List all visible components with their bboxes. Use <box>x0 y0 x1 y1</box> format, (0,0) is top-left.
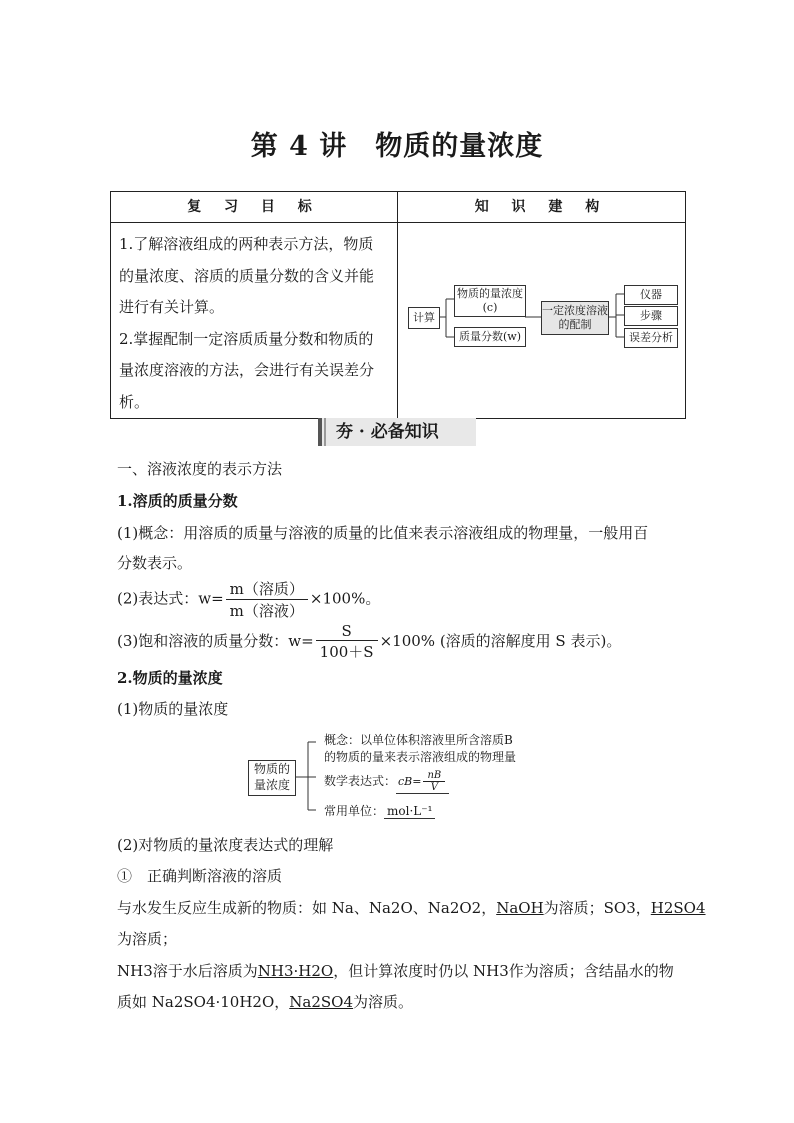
concept-diagram <box>248 732 558 822</box>
concept-formula-fraction <box>423 770 445 793</box>
concept-definition <box>324 732 516 766</box>
expr-label: (2)表达式：w= <box>117 589 224 608</box>
knowledge-diagram <box>398 223 686 419</box>
expression-line <box>117 578 380 621</box>
concept-expression <box>324 770 449 794</box>
subsection-heading: 2.物质的量浓度 <box>117 669 223 687</box>
saturated-line <box>117 622 621 662</box>
expr-tail: ×100%。 <box>309 589 381 608</box>
concept-unit-label: 常用单位： <box>324 804 385 818</box>
concept-unit-value: mol·L⁻¹ <box>384 804 435 819</box>
para-underline: Na2SO4 <box>289 993 354 1011</box>
concept-unit <box>324 802 435 819</box>
para-text: 为溶质。 <box>353 993 414 1011</box>
concept-def-line: 概念：以单位体积溶液里所含溶质B <box>324 733 513 747</box>
paragraph-line <box>117 897 706 918</box>
para-text: NH3溶于水后溶质为 <box>117 962 258 980</box>
section-heading: 一、溶液浓度的表示方法 <box>117 460 283 478</box>
expr-numerator: m（溶质） <box>226 578 308 600</box>
para-text: 质如 Na2SO4·10H2O， <box>117 993 290 1011</box>
concept-formula <box>396 770 449 794</box>
concept-formula-left: cB= <box>398 775 422 788</box>
expr-fraction <box>226 578 308 621</box>
banner-bar <box>324 418 326 446</box>
diagram-error-analysis: 误差分析 <box>624 328 678 348</box>
paragraph-line <box>117 960 674 981</box>
sat-numerator: S <box>316 622 378 641</box>
section-banner <box>318 418 476 446</box>
sat-tail: ×100% (溶质的溶解度用 S 表示)。 <box>379 632 622 650</box>
point-heading: ① 正确判断溶液的溶质 <box>117 867 283 885</box>
page-title: 第 4 讲 物质的量浓度 <box>250 131 544 162</box>
goals-table <box>110 191 686 419</box>
concept-def-line: 的物质的量来表示溶液组成的物理量 <box>324 750 517 764</box>
para-text: 与水发生反应生成新的物质：如 Na、Na2O、Na2O2， <box>117 899 497 917</box>
goal-line: 的量浓度、溶质的质量分数的含义并能 <box>119 266 375 285</box>
table-header-goals: 复 习 目 标 <box>111 192 398 223</box>
sub-heading: (1)物质的量浓度 <box>117 700 229 718</box>
goal-line: 1.了解溶液组成的两种表示方法，物质 <box>119 235 374 253</box>
diagram-mass-fraction: 质量分数(w) <box>454 327 526 347</box>
concept-box: 物质的量浓度 <box>248 760 296 796</box>
expr-denominator: m（溶液） <box>229 602 304 620</box>
diagram-instrument: 仪器 <box>624 285 678 305</box>
goal-line: 量浓度溶液的方法，会进行有关误差分 <box>119 361 375 379</box>
goal-line: 进行有关计算。 <box>119 298 225 316</box>
concept-expr-label: 数学表达式： <box>324 774 397 788</box>
para-underline: NH3·H2O <box>257 962 334 980</box>
diagram-calc: 计算 <box>408 307 440 329</box>
para-text: 为溶质；SO3， <box>543 899 651 917</box>
table-header-knowledge: 知 识 建 构 <box>398 192 686 223</box>
para-underline: NaOH <box>496 899 544 917</box>
diagram-solution-prep: 一定浓度溶液的配制 <box>541 301 609 335</box>
sat-denominator: 100＋S <box>319 643 374 661</box>
sub-heading: (2)对物质的量浓度表达式的理解 <box>117 836 334 854</box>
para-underline: H2SO4 <box>650 899 706 917</box>
concept-line: 分数表示。 <box>117 554 193 572</box>
diagram-amount-concentration: 物质的量浓度(c) <box>454 285 526 317</box>
subsection-heading: 1.溶质的质量分数 <box>117 492 238 510</box>
diagram-steps: 步骤 <box>624 306 678 326</box>
concept-line: (1)概念：用溶质的质量与溶液的质量的比值来表示溶液组成的物理量，一般用百 <box>117 524 649 542</box>
paragraph-line <box>117 991 413 1012</box>
sat-label: (3)饱和溶液的质量分数：w= <box>117 632 314 650</box>
banner-text: 夯 · 必备知识 <box>336 422 439 442</box>
para-text: ，但计算浓度时仍以 NH3作为溶质；含结晶水的物 <box>333 962 674 980</box>
concept-formula-den: V <box>430 782 438 793</box>
banner-bar <box>318 418 322 446</box>
goal-line: 2.掌握配制一定溶质质量分数和物质的 <box>119 329 374 348</box>
paragraph-line: 为溶质； <box>117 930 178 948</box>
goal-line: 析。 <box>119 392 150 411</box>
goals-text <box>111 223 398 419</box>
sat-fraction <box>316 622 378 662</box>
concept-formula-num: nB <box>423 770 445 782</box>
